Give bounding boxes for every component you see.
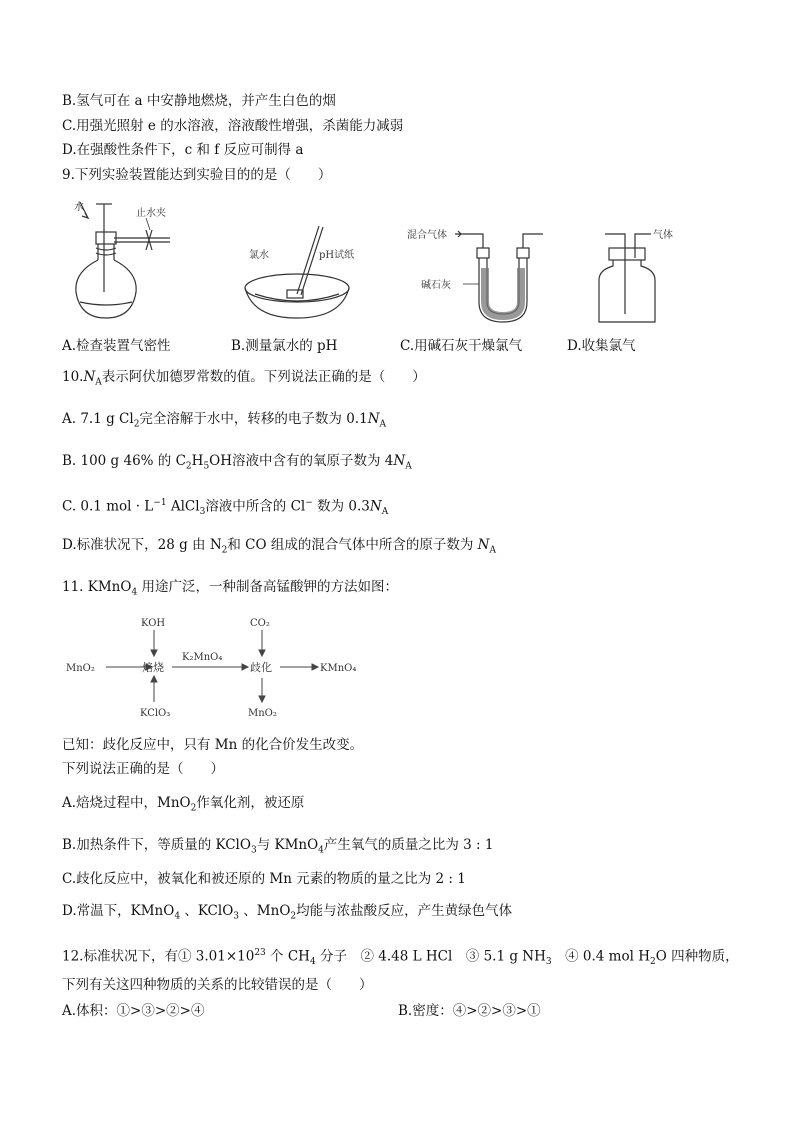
q9-option-c: C.用碱石灰干燥氯气 <box>400 338 523 354</box>
q9-option-b: B.测量氯水的 pH <box>231 338 338 354</box>
q11-stem: 11. KMnO$_4$ 用途广泛，一种制备高锰酸钾的方法如图： <box>62 579 398 598</box>
q12-option-b: B.密度：④>②>③>① <box>398 1003 541 1019</box>
q8-option-b: B.氢气可在 a 中安静地燃烧，并产生白色的烟 <box>62 93 336 109</box>
q9-figure-d <box>585 218 695 328</box>
flow-co2: CO₂ <box>250 618 270 629</box>
q11-flow-diagram <box>62 612 392 724</box>
flow-k2mno4: K₂MnO₄ <box>182 652 223 663</box>
flow-koh: KOH <box>141 618 166 629</box>
flow-mno2-in: MnO₂ <box>66 663 95 674</box>
q9-stem: 9.下列实验装置能达到实验目的的是（ ） <box>62 167 332 183</box>
q12-stem: 12.标准状况下，有① $3.01\times 10^{23}$ 个 $CH_4$ 分子 ② 4.48 L HCl ③ 5.1 g $NH_3$ ④ 0.4 mol $H_2O$ 四种物质， <box>62 948 739 968</box>
q9-fig-b-label-chlorine: 氯水 <box>249 250 269 261</box>
q9-figure-c <box>403 218 553 328</box>
q9-fig-c-label-sodalime: 碱石灰 <box>421 280 451 291</box>
q8-option-d: D.在强酸性条件下，c 和 f 反应可制得 a <box>62 142 304 158</box>
q9-fig-d-label-gas: 气体 <box>653 230 673 241</box>
q9-option-a: A.检查装置气密性 <box>62 338 171 354</box>
flow-mno2-out: MnO₂ <box>248 708 277 719</box>
q11-ask: 下列说法正确的是（ ） <box>62 761 224 777</box>
q10-option-a: A. 7.1 g $Cl_2$完全溶解于水中，转移的电子数为 $0.1N_A$ <box>62 411 386 430</box>
q11-option-d: D.常温下，KMnO$_4$ 、KClO$_3$ 、MnO$_2$均能与浓盐酸反应，产生黄绿色气体 <box>62 903 513 922</box>
q9-fig-a-label-water: 水 <box>74 202 84 213</box>
q10-stem: $10.N_A$表示阿伏加德罗常数的值。下列说法正确的是（ ） <box>62 369 426 388</box>
q9-figure-a <box>66 196 186 326</box>
q9-option-d: D.收集氯气 <box>567 338 636 354</box>
q10-option-c: C. 0.1 mol · $L^{-1}$ AlCl$_3$溶液中所含的 Cl− 数为 $0.3N_A$ <box>62 498 389 518</box>
q11-known: 已知：歧化反应中，只有 Mn 的化合价发生改变。 <box>62 737 364 753</box>
flow-roast: 焙烧 <box>142 661 164 674</box>
q11-option-c: C.歧化反应中，被氧化和被还原的 Mn 元素的物质的量之比为 2 : 1 <box>62 871 466 887</box>
q9-fig-a-label-clamp: 止水夹 <box>136 208 166 219</box>
flow-kclo3: KClO₃ <box>140 708 171 719</box>
q12-stem-2: 下列有关这四种物质的关系的比较错误的是（ ） <box>62 977 373 993</box>
q10-option-b: B. 100 g 46% 的 $C_2H_5OH$溶液中含有的氧原子数为 $4N_A$ <box>62 453 412 472</box>
q10-option-d: D.标准状况下，28 g 由 $N_2$和 CO 组成的混合气体中所含的原子数为 $N_A$ <box>62 537 496 556</box>
q11-option-a: A.焙烧过程中，MnO$_2$作氧化剂，被还原 <box>62 795 305 814</box>
q9-fig-b-label-paper: pH试纸 <box>319 250 355 261</box>
q9-fig-c-label-gas: 混合气体 <box>407 230 447 241</box>
flow-disprop: 歧化 <box>250 661 272 674</box>
flow-kmno4: KMnO₄ <box>320 663 357 674</box>
q12-option-a: A.体积：①>③>②>④ <box>62 1003 205 1019</box>
q8-option-c: C.用强光照射 e 的水溶液，溶液酸性增强，杀菌能力减弱 <box>62 118 404 134</box>
q11-option-b: B.加热条件下，等质量的 KClO$_3$与 KMnO$_4$产生氧气的质量之比为 3 : 1 <box>62 837 494 856</box>
q9-figure-b <box>235 218 375 328</box>
